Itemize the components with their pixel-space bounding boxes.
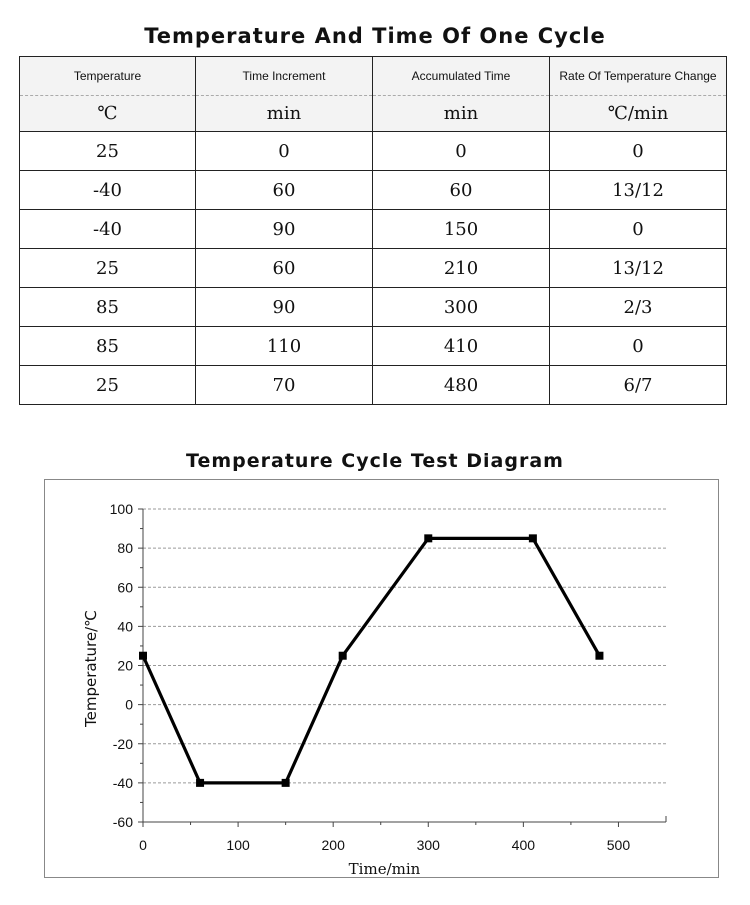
cell-rate: 0 <box>550 132 727 171</box>
cell-accumulated-time: 210 <box>373 249 550 288</box>
cell-rate: 0 <box>550 327 727 366</box>
x-tick-label: 500 <box>606 837 631 853</box>
y-tick-label: 20 <box>117 657 133 674</box>
y-tick-label: 60 <box>117 579 133 596</box>
data-point <box>424 534 432 542</box>
cell-time-increment: 60 <box>196 249 373 288</box>
cell-temperature: 85 <box>20 288 196 327</box>
cell-rate: 0 <box>550 210 727 249</box>
y-tick-label: 0 <box>125 696 133 713</box>
cell-accumulated-time: 0 <box>373 132 550 171</box>
cell-rate: 2/3 <box>550 288 727 327</box>
y-tick-label: -20 <box>112 735 133 752</box>
x-tick-label: 0 <box>139 837 147 853</box>
y-axis-label: Temperature/℃ <box>82 610 100 727</box>
cell-time-increment: 110 <box>196 327 373 366</box>
cell-time-increment: 70 <box>196 366 373 405</box>
cell-temperature: 25 <box>20 132 196 171</box>
header-time-increment: Time Increment <box>196 57 373 96</box>
cell-rate: 6/7 <box>550 366 727 405</box>
unit-time-increment: min <box>196 96 373 132</box>
y-tick-label: 40 <box>117 618 133 635</box>
data-point <box>139 652 147 660</box>
cell-time-increment: 90 <box>196 210 373 249</box>
chart-title: Temperature Cycle Test Diagram <box>186 450 564 472</box>
x-tick-label: 300 <box>416 837 440 853</box>
header-temperature: Temperature <box>20 57 196 96</box>
x-tick-label: 200 <box>321 837 345 853</box>
cell-time-increment: 60 <box>196 171 373 210</box>
x-axis-label: Time/min <box>348 860 421 878</box>
unit-temperature: ℃ <box>20 96 196 132</box>
cell-rate: 13/12 <box>550 171 727 210</box>
cell-temperature: 25 <box>20 366 196 405</box>
unit-accumulated-time: min <box>373 96 550 132</box>
cell-rate: 13/12 <box>550 249 727 288</box>
data-point <box>595 652 603 660</box>
cell-temperature: -40 <box>20 210 196 249</box>
cell-temperature: -40 <box>20 171 196 210</box>
cell-accumulated-time: 300 <box>373 288 550 327</box>
cell-accumulated-time: 480 <box>373 366 550 405</box>
data-point <box>282 779 290 787</box>
unit-rate-of-change: ℃/min <box>550 96 727 132</box>
data-point <box>196 779 204 787</box>
cell-time-increment: 0 <box>196 132 373 171</box>
y-tick-label: -40 <box>112 774 133 791</box>
cell-temperature: 85 <box>20 327 196 366</box>
data-point <box>339 652 347 660</box>
table-title: Temperature And Time Of One Cycle <box>144 24 606 48</box>
cell-accumulated-time: 410 <box>373 327 550 366</box>
x-tick-label: 100 <box>226 837 250 853</box>
y-tick-label: 80 <box>117 540 133 557</box>
y-tick-label: 100 <box>109 501 133 517</box>
data-point <box>529 534 537 542</box>
series-line <box>143 538 599 783</box>
y-tick-label: -60 <box>112 814 133 830</box>
header-accumulated-time: Accumulated Time <box>373 57 550 96</box>
x-tick-label: 400 <box>511 837 536 853</box>
cell-time-increment: 90 <box>196 288 373 327</box>
cell-accumulated-time: 150 <box>373 210 550 249</box>
cell-temperature: 25 <box>20 249 196 288</box>
header-rate-of-change: Rate Of Temperature Change <box>550 57 727 96</box>
cell-accumulated-time: 60 <box>373 171 550 210</box>
